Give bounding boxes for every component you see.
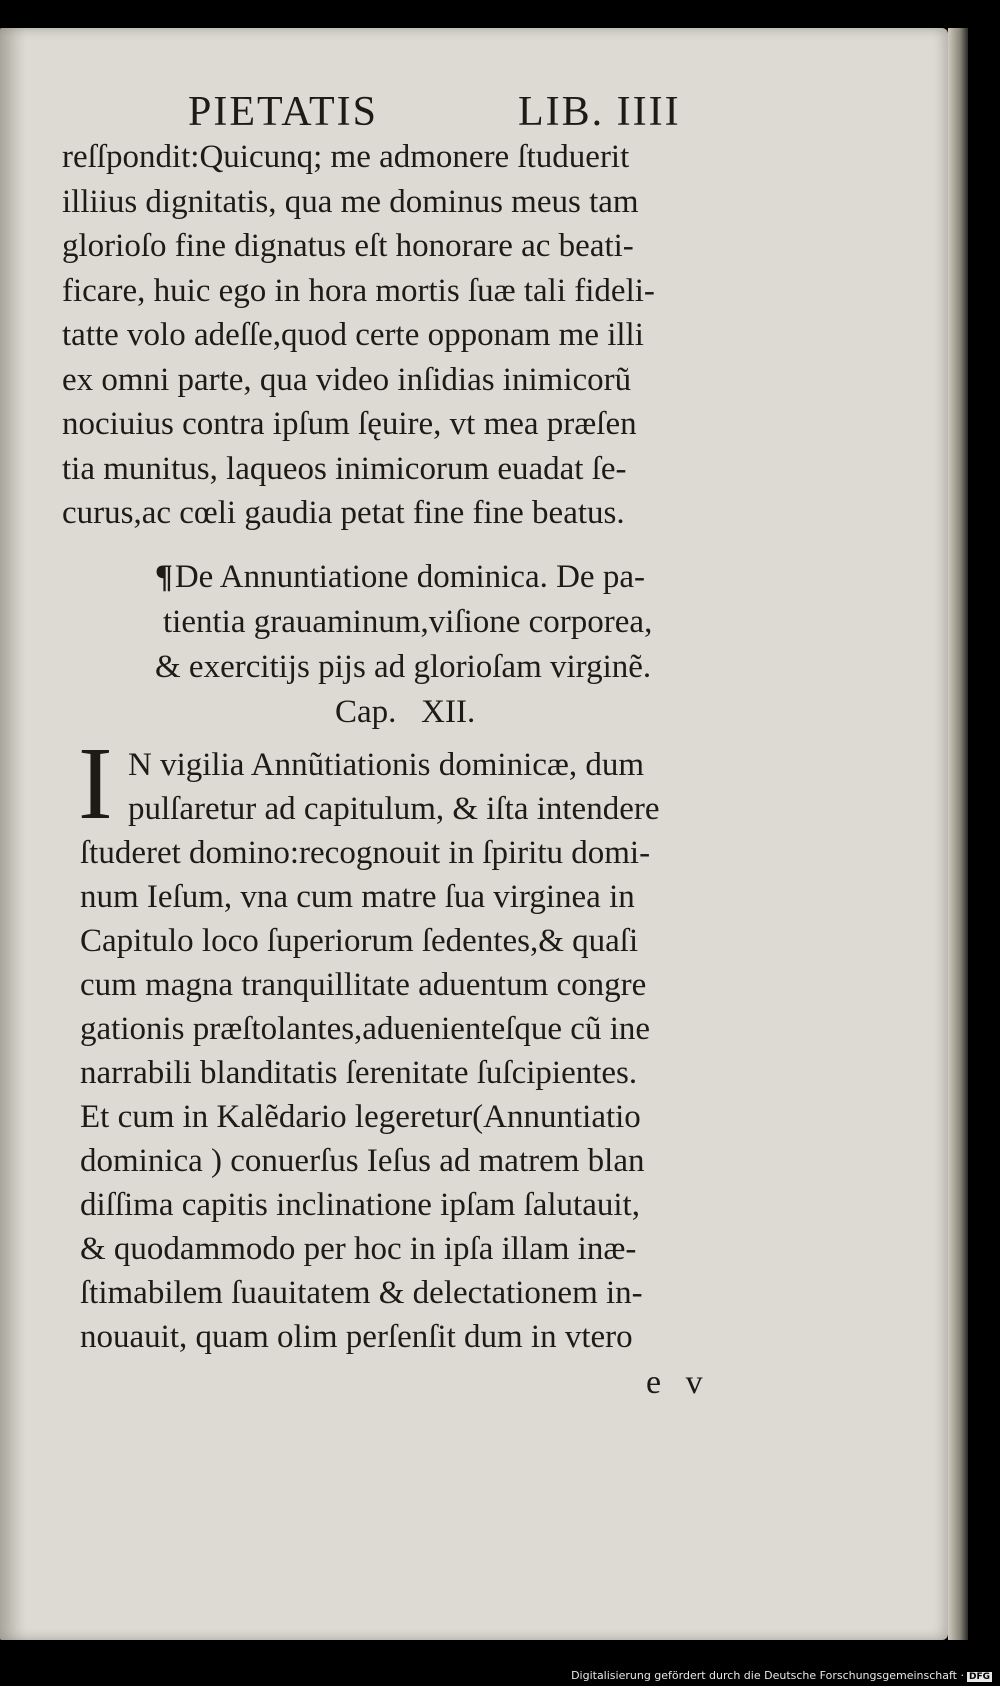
text-line: glorioſo fine dignatus eſt honorare ac beati- xyxy=(62,228,634,264)
text-line: num Ieſum, vna cum matre ſua virginea in xyxy=(80,879,635,915)
paragraph-2 xyxy=(80,743,659,1359)
text-line: cum magna tranquillitate aduentum congre xyxy=(80,967,647,1003)
text-line: gationis præſtolantes,aduenienteſque cũ ine xyxy=(80,1011,651,1047)
text-line: diſſima capitis inclinatione ipſam ſalutauit, xyxy=(80,1187,640,1223)
text-line: ſtuderet domino:recognouit in ſpiritu domi- xyxy=(80,835,651,871)
text-line: reſſpondit:Quicunq; me admonere ſtuduerit xyxy=(62,139,630,175)
text-line: tatte volo adeſſe,quod certe opponam me illi xyxy=(62,317,644,353)
heading-line xyxy=(155,555,652,600)
heading-line: & exercitijs pijs ad glorioſam virginẽ. xyxy=(155,649,652,685)
text-line: narrabili blanditatis ſerenitate ſuſcipientes. xyxy=(80,1055,638,1091)
text-line: tia munitus, laqueos inimicorum euadat ſe- xyxy=(62,450,627,487)
page-edge xyxy=(948,28,968,1640)
text-line: pulſaretur ad capitulum, & iſta intendere xyxy=(128,791,660,827)
text-line: N vigilia Annũtiationis dominicæ, dum xyxy=(128,747,645,783)
signature-mark: e v xyxy=(646,1364,711,1401)
text-line: ficare, huic ego in hora mortis ſuæ tali fideli- xyxy=(62,272,655,309)
heading-line: tientia grauaminum,viſione corporea, xyxy=(163,604,653,640)
footer-credit xyxy=(571,1669,992,1682)
text-line: nouauit, quam olim perſenſit dum in vtero xyxy=(80,1319,633,1355)
text-line: illiius dignitatis, qua me dominus meus tam xyxy=(62,183,639,220)
text-line: nociuius contra ipſum ſęuire, vt mea præſen xyxy=(62,406,637,442)
pilcrow-icon: ¶ xyxy=(155,559,173,595)
text-line: & quodammodo per hoc in ipſa illam inæ- xyxy=(80,1231,637,1267)
paragraph-1 xyxy=(62,135,655,536)
drop-capital: I xyxy=(78,726,113,841)
dfg-logo: DFG xyxy=(968,1672,990,1682)
text-line: Capitulo loco ſuperiorum ſedentes,& quaſi xyxy=(80,923,639,959)
text-line: dominica ) conuerſus Ieſus ad matrem blan xyxy=(80,1143,645,1179)
text-line: curus,ac cœli gaudia petat fine fine beatus. xyxy=(62,495,625,531)
chapter-number: Cap. XII. xyxy=(335,694,476,730)
text-line: ex omni parte, qua video inſidias inimicorũ xyxy=(62,361,632,398)
chapter-heading xyxy=(155,555,652,735)
heading-text: De Annuntiatione dominica. De pa- xyxy=(174,559,645,595)
text-line: ſtimabilem ſuauitatem & delectationem in- xyxy=(80,1275,643,1311)
header-book-number: LIB. IIII xyxy=(518,89,681,135)
header-title: PIETATIS xyxy=(188,89,378,135)
text-line: Et cum in Kalẽdario legeretur(Annuntiatio xyxy=(80,1099,641,1135)
footer-text: Digitalisierung gefördert durch die Deutsche Forschungsgemeinschaft · xyxy=(571,1669,964,1682)
